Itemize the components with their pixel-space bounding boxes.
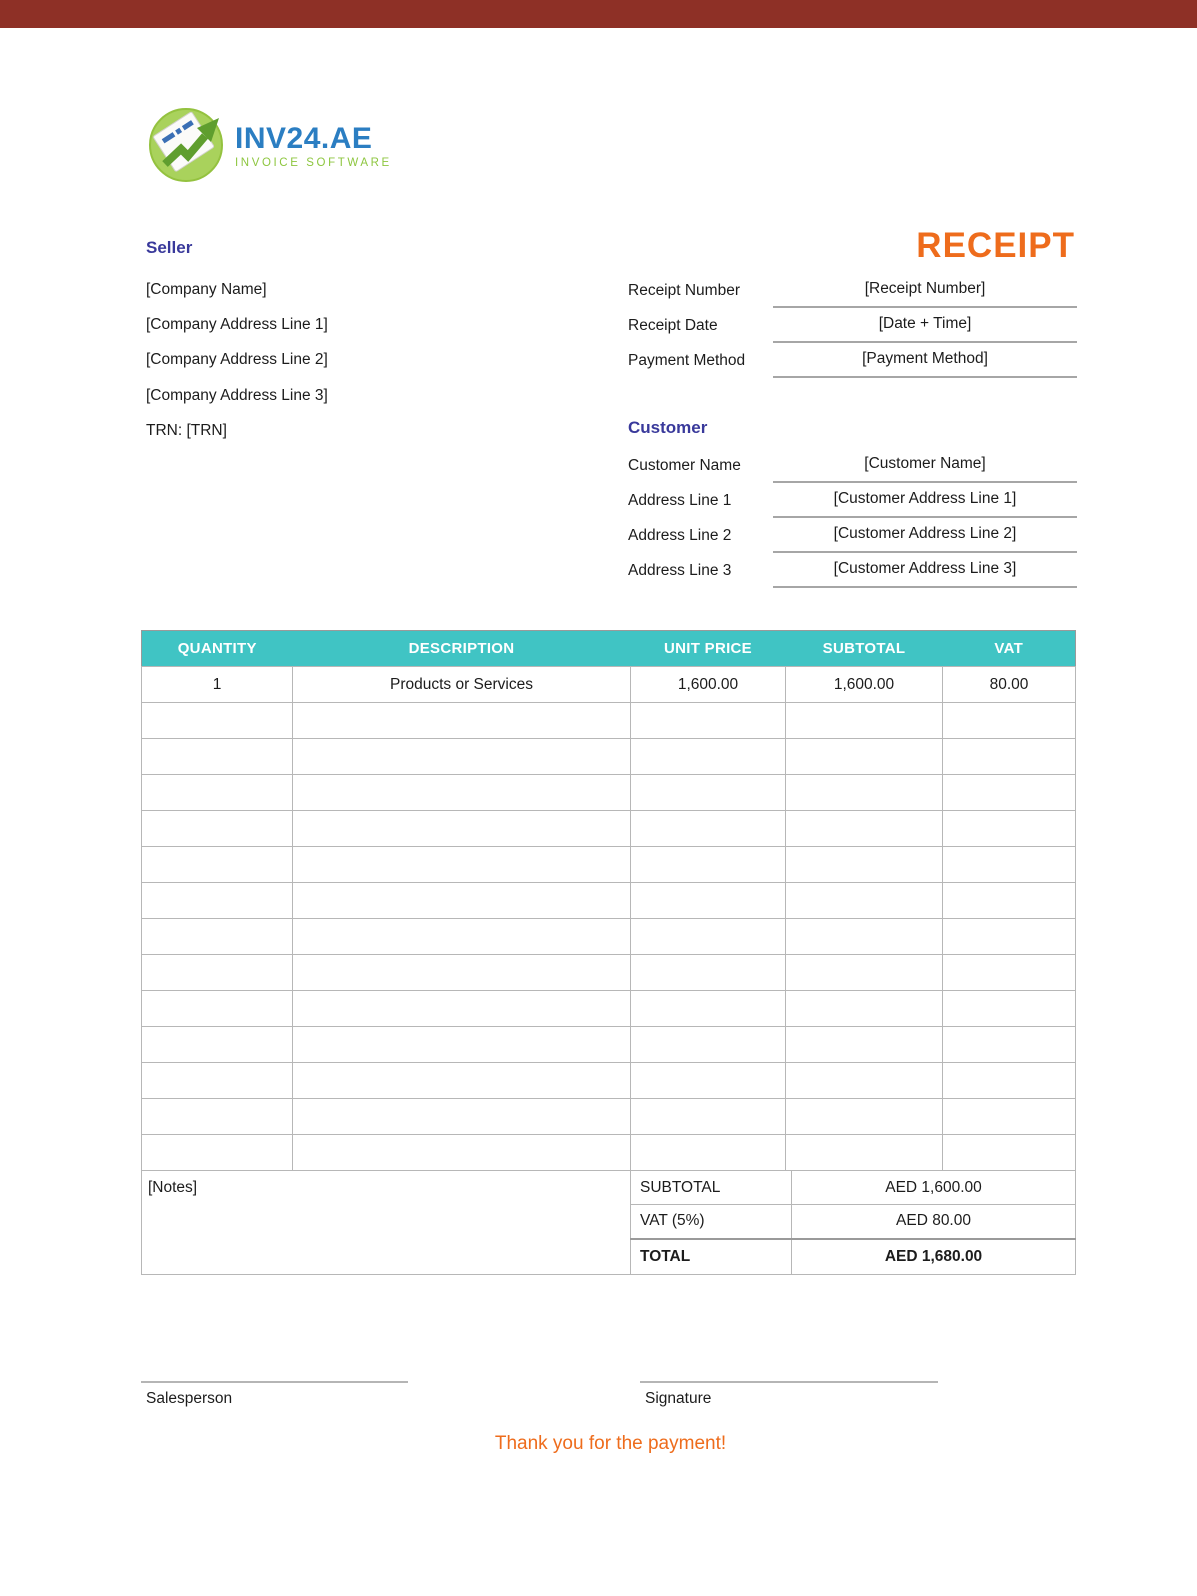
- item-cell-empty: [943, 847, 1076, 883]
- item-cell-empty: [631, 1099, 786, 1135]
- subtotal-label: SUBTOTAL: [631, 1171, 792, 1205]
- vat-value: AED 80.00: [792, 1205, 1076, 1239]
- item-row-empty: [142, 955, 1076, 991]
- logo: [145, 100, 392, 190]
- item-cell-empty: [631, 811, 786, 847]
- item-cell-empty: [786, 955, 943, 991]
- company-address-line-3: [Company Address Line 3]: [146, 386, 328, 404]
- item-cell-empty: [786, 991, 943, 1027]
- subtotal-value: AED 1,600.00: [792, 1171, 1076, 1205]
- item-cell-empty: [293, 847, 631, 883]
- item-cell-empty: [293, 775, 631, 811]
- notes-cell: [Notes]: [142, 1171, 631, 1275]
- item-cell-empty: [142, 703, 293, 739]
- item-row-empty: [142, 775, 1076, 811]
- subtotal-row: [142, 1171, 1076, 1205]
- item-cell-empty: [142, 919, 293, 955]
- item-cell-empty: [631, 703, 786, 739]
- item-cell-empty: [943, 1027, 1076, 1063]
- item-cell-empty: [786, 883, 943, 919]
- item-unit-price: 1,600.00: [631, 667, 786, 703]
- payment-method-label: Payment Method: [628, 352, 746, 369]
- seller-heading: Seller: [146, 238, 193, 257]
- item-cell-empty: [943, 1099, 1076, 1135]
- item-cell-empty: [293, 1027, 631, 1063]
- company-trn: TRN: [TRN]: [146, 421, 227, 439]
- item-row-empty: [142, 847, 1076, 883]
- item-cell-empty: [786, 1027, 943, 1063]
- item-cell-empty: [786, 1099, 943, 1135]
- customer-name-value: [Customer Name]: [773, 449, 1077, 483]
- item-cell-empty: [293, 739, 631, 775]
- item-row-empty: [142, 739, 1076, 775]
- item-row-empty: [142, 883, 1076, 919]
- item-row: [142, 667, 1076, 703]
- item-row-empty: [142, 811, 1076, 847]
- customer-address3-row: [628, 554, 1077, 589]
- customer-address2-row: [628, 519, 1077, 554]
- item-cell-empty: [142, 1027, 293, 1063]
- item-cell-empty: [142, 883, 293, 919]
- item-cell-empty: [786, 847, 943, 883]
- items-table: [141, 630, 1076, 1171]
- item-row-empty: [142, 991, 1076, 1027]
- item-cell-empty: [943, 703, 1076, 739]
- vat-label: VAT (5%): [631, 1205, 792, 1239]
- item-cell-empty: [293, 991, 631, 1027]
- customer-address1-row: [628, 484, 1077, 519]
- receipt-date-label: Receipt Date: [628, 317, 718, 334]
- item-cell-empty: [786, 919, 943, 955]
- receipt-date-value: [Date + Time]: [773, 309, 1077, 343]
- item-cell-empty: [786, 739, 943, 775]
- logo-text: [235, 122, 392, 169]
- item-cell-empty: [943, 775, 1076, 811]
- item-cell-empty: [943, 991, 1076, 1027]
- item-cell-empty: [943, 1063, 1076, 1099]
- item-cell-empty: [786, 1063, 943, 1099]
- customer-address1-label: Address Line 1: [628, 492, 732, 509]
- item-cell-empty: [142, 1135, 293, 1171]
- company-address-line-1: [Company Address Line 1]: [146, 316, 328, 334]
- company-name: [Company Name]: [146, 281, 267, 298]
- company-address-line-2: [Company Address Line 2]: [146, 351, 328, 369]
- header-subtotal: SUBTOTAL: [786, 631, 943, 667]
- customer-address2-value: [Customer Address Line 2]: [773, 519, 1077, 553]
- item-cell-empty: [142, 1099, 293, 1135]
- logo-brand: INV24.AE: [235, 121, 373, 155]
- item-cell-empty: [786, 703, 943, 739]
- customer-heading: Customer: [628, 418, 708, 437]
- receipt-number-label: Receipt Number: [628, 282, 740, 299]
- item-quantity: 1: [142, 667, 293, 703]
- item-cell-empty: [943, 811, 1076, 847]
- receipt-number-value: [Receipt Number]: [773, 274, 1077, 308]
- customer-address2-label: Address Line 2: [628, 527, 732, 544]
- document-title: RECEIPT: [916, 226, 1075, 265]
- item-cell-empty: [293, 1063, 631, 1099]
- salesperson-signature-line: [141, 1381, 408, 1383]
- header-quantity: QUANTITY: [142, 631, 293, 667]
- item-cell-empty: [631, 1063, 786, 1099]
- item-cell-empty: [943, 919, 1076, 955]
- item-description: Products or Services: [293, 667, 631, 703]
- customer-name-label: Customer Name: [628, 457, 741, 474]
- item-cell-empty: [293, 1135, 631, 1171]
- item-cell-empty: [631, 739, 786, 775]
- items-table-body: [142, 667, 1076, 1171]
- item-cell-empty: [631, 847, 786, 883]
- item-cell-empty: [631, 883, 786, 919]
- item-cell-empty: [631, 1135, 786, 1171]
- item-cell-empty: [293, 955, 631, 991]
- item-cell-empty: [786, 811, 943, 847]
- item-cell-empty: [943, 883, 1076, 919]
- customer-name-row: [628, 449, 1077, 484]
- receipt-date-row: [628, 309, 1077, 344]
- item-cell-empty: [293, 883, 631, 919]
- item-cell-empty: [631, 919, 786, 955]
- payment-method-row: [628, 344, 1077, 379]
- receipt-number-row: [628, 274, 1077, 309]
- items-table-header-row: [142, 631, 1076, 667]
- item-cell-empty: [943, 739, 1076, 775]
- item-cell-empty: [631, 1027, 786, 1063]
- item-row-empty: [142, 703, 1076, 739]
- header-unit-price: UNIT PRICE: [631, 631, 786, 667]
- item-cell-empty: [293, 919, 631, 955]
- item-cell-empty: [631, 955, 786, 991]
- logo-growth-chart-icon: [145, 100, 230, 190]
- item-cell-empty: [293, 1099, 631, 1135]
- item-row-empty: [142, 919, 1076, 955]
- item-vat: 80.00: [943, 667, 1076, 703]
- item-subtotal: 1,600.00: [786, 667, 943, 703]
- item-cell-empty: [142, 775, 293, 811]
- totals-table: [141, 1170, 1076, 1275]
- item-cell-empty: [943, 955, 1076, 991]
- seller-lines: [146, 272, 328, 448]
- header-vat: VAT: [943, 631, 1076, 667]
- item-cell-empty: [142, 991, 293, 1027]
- item-cell-empty: [142, 739, 293, 775]
- page-top-bar: [0, 0, 1197, 28]
- item-cell-empty: [142, 811, 293, 847]
- signature-line: [640, 1381, 938, 1383]
- item-row-empty: [142, 1135, 1076, 1171]
- item-cell-empty: [631, 775, 786, 811]
- salesperson-label: Salesperson: [146, 1390, 233, 1407]
- customer-address1-value: [Customer Address Line 1]: [773, 484, 1077, 518]
- header-description: DESCRIPTION: [293, 631, 631, 667]
- item-cell-empty: [293, 811, 631, 847]
- thank-you-message: Thank you for the payment!: [494, 1433, 727, 1454]
- customer-address3-label: Address Line 3: [628, 562, 732, 579]
- item-cell-empty: [142, 847, 293, 883]
- item-cell-empty: [142, 955, 293, 991]
- logo-tagline: INVOICE SOFTWARE: [235, 156, 392, 169]
- signature-label: Signature: [645, 1390, 712, 1407]
- item-cell-empty: [786, 775, 943, 811]
- total-value: AED 1,680.00: [792, 1239, 1076, 1275]
- payment-method-value: [Payment Method]: [773, 344, 1077, 378]
- item-cell-empty: [786, 1135, 943, 1171]
- item-cell-empty: [142, 1063, 293, 1099]
- item-cell-empty: [293, 703, 631, 739]
- customer-address3-value: [Customer Address Line 3]: [773, 554, 1077, 588]
- item-cell-empty: [631, 991, 786, 1027]
- total-label: TOTAL: [631, 1239, 792, 1275]
- item-cell-empty: [943, 1135, 1076, 1171]
- item-row-empty: [142, 1099, 1076, 1135]
- item-row-empty: [142, 1063, 1076, 1099]
- item-row-empty: [142, 1027, 1076, 1063]
